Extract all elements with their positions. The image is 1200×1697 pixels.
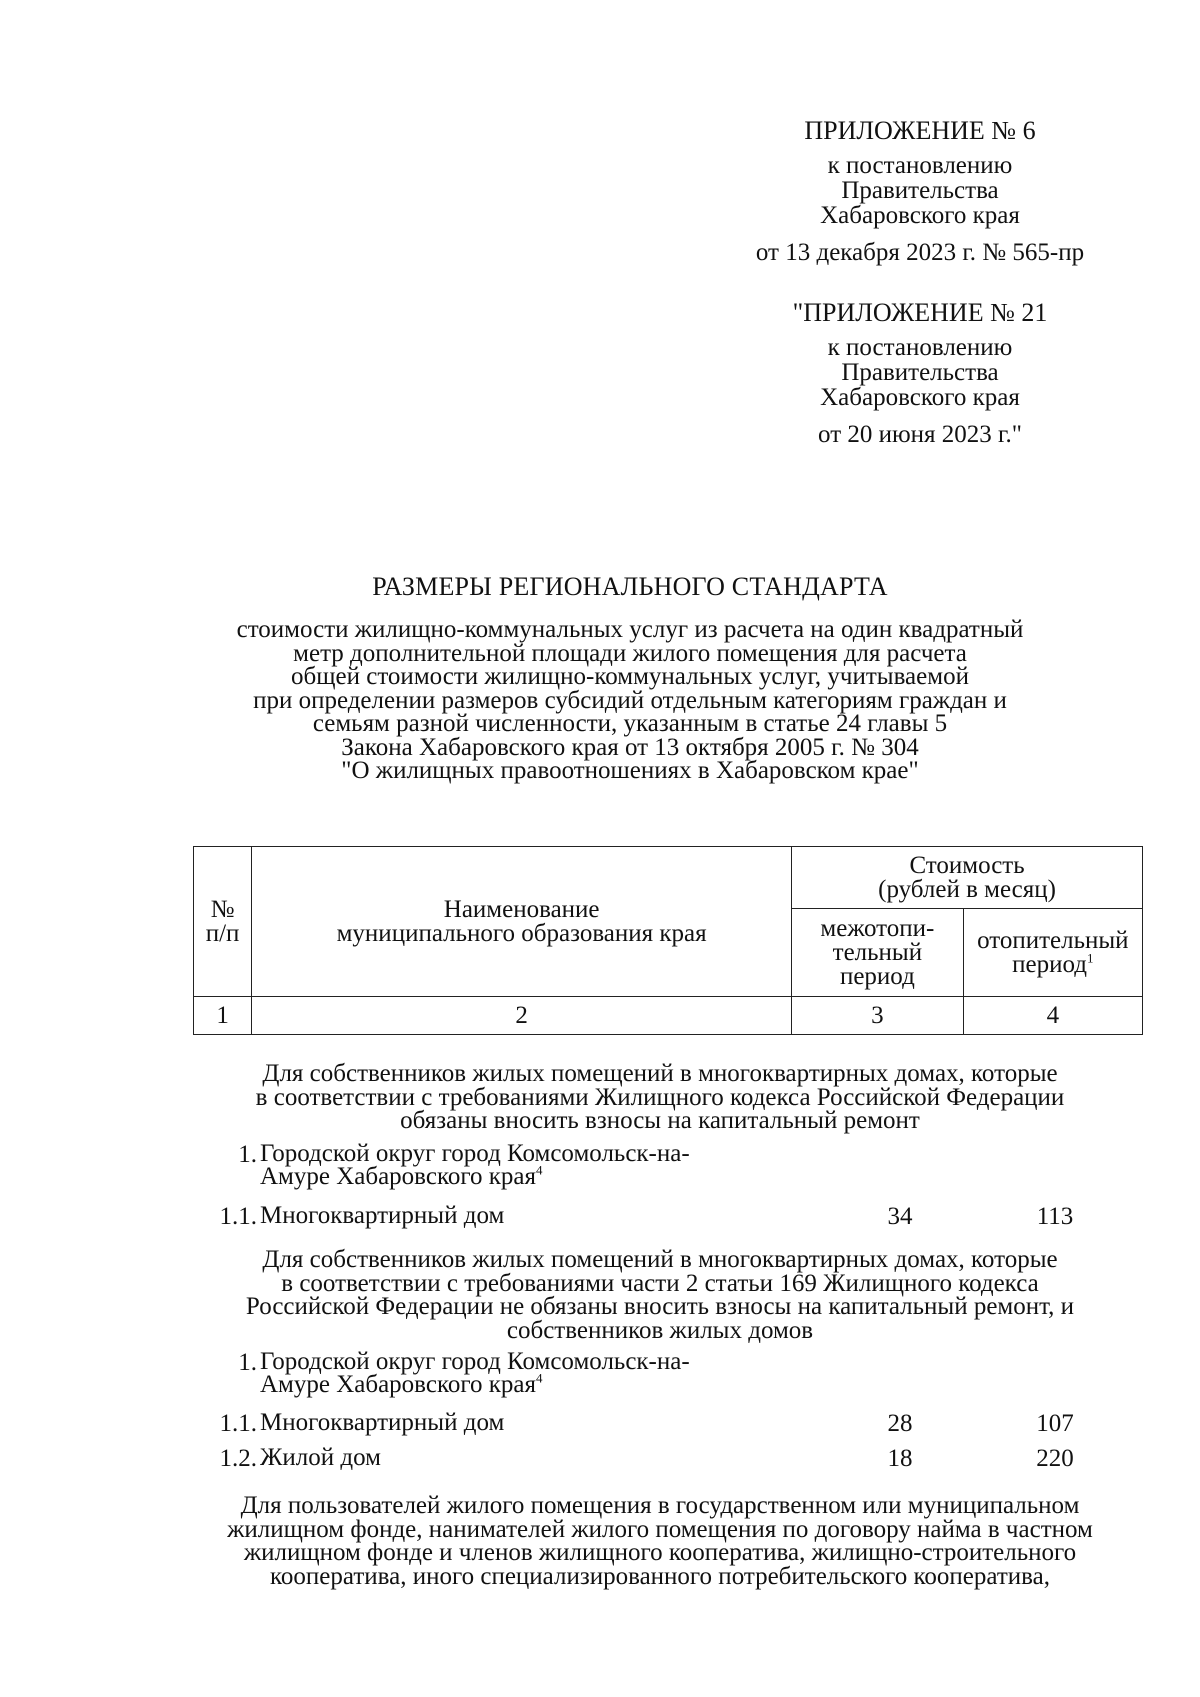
appendix-6-line: Хабаровского края xyxy=(820,202,1020,229)
row-number: 1.1. xyxy=(219,1203,257,1230)
appendix-21-line: Правительства xyxy=(841,359,999,386)
heating-value: 107 xyxy=(1036,1410,1074,1437)
appendix-6-line: к постановлению xyxy=(827,152,1013,179)
appendix-21-line: Хабаровского края xyxy=(820,384,1020,411)
appendix-6-line: Правительства xyxy=(841,177,999,204)
subtitle-line: Закона Хабаровского края от 13 октября 2005 г. № 304 xyxy=(341,733,919,761)
section-heading: Для собственников жилых помещений в многоквартирных домах, которые в соответствии с требованиями Жилищного кодекса Российской Федерации обязаны вносить взносы на капитальный ремонт xyxy=(255,1060,1065,1134)
row-name: Многоквартирный дом xyxy=(260,1409,505,1436)
header-number: № п/п xyxy=(194,847,252,997)
subtitle-line: стоимости жилищно-коммунальных услуг из расчета на один квадратный xyxy=(236,616,1024,643)
table-row xyxy=(195,1446,1095,1476)
municipality-name: Городской округ город Комсомольск-на- Амуре Хабаровского края$^4$ xyxy=(260,1348,690,1398)
header-heating-period: отопительный период$^1$ xyxy=(963,909,1142,997)
subtitle-line: "О жилищных правоотношениях в Хабаровском крае" xyxy=(341,757,919,784)
index-cell: 1 xyxy=(194,997,252,1035)
appendix-6-title: ПРИЛОЖЕНИЕ № 6 xyxy=(804,116,1036,145)
header-offseason-period: межотопи- тельный период xyxy=(792,909,964,997)
header-municipality: Наименование муниципального образования края xyxy=(252,847,792,997)
row-name: Жилой дом xyxy=(260,1444,381,1471)
heating-value: 220 xyxy=(1036,1445,1074,1472)
offseason-value: 34 xyxy=(887,1203,913,1230)
row-number: 1.2. xyxy=(219,1445,257,1472)
footnote-mark: 1 xyxy=(1086,950,1094,966)
document-title: РАЗМЕРЫ РЕГИОНАЛЬНОГО СТАНДАРТА xyxy=(372,572,888,601)
footnote-mark: 4 xyxy=(535,1370,543,1386)
header-cost: Стоимость (рублей в месяц) xyxy=(792,847,1143,909)
index-cell: 4 xyxy=(963,997,1142,1035)
row-name: Многоквартирный дом xyxy=(260,1202,505,1229)
appendix-21-title: "ПРИЛОЖЕНИЕ № 21 xyxy=(792,298,1048,327)
table-row xyxy=(195,1411,1095,1441)
index-cell: 3 xyxy=(792,997,964,1035)
cost-table-header xyxy=(193,846,1143,1035)
appendix-21-date: от 20 июня 2023 г." xyxy=(818,421,1022,448)
offseason-value: 28 xyxy=(887,1410,913,1437)
appendix-21-header xyxy=(760,300,1080,447)
index-cell: 2 xyxy=(252,997,792,1035)
appendix-6-header xyxy=(740,118,1100,265)
group-row xyxy=(195,1142,1095,1196)
municipality-name: Городской округ город Комсомольск-на- Амуре Хабаровского края$^4$ xyxy=(260,1140,690,1190)
footnote-mark: 4 xyxy=(535,1162,543,1178)
document-subtitle xyxy=(150,618,1110,783)
group-row xyxy=(195,1350,1095,1404)
subtitle-line: общей стоимости жилищно-коммунальных услуг, учитываемой xyxy=(291,663,969,690)
appendix-6-date: от 13 декабря 2023 г. № 565-пр xyxy=(755,239,1085,266)
row-number: 1. xyxy=(238,1349,257,1376)
subtitle-line: метр дополнительной площади жилого помещения для расчета xyxy=(293,639,967,667)
table-row xyxy=(195,1204,1095,1234)
subtitle-line: семьям разной численности, указанным в статье 24 главы 5 xyxy=(312,710,948,737)
offseason-value: 18 xyxy=(887,1445,913,1472)
section-heading: Для собственников жилых помещений в многоквартирных домах, которые в соответствии с требованиями части 2 статьи 169 Жилищного кодекса Российской Федерации не обязаны вносить взносы на капитальный ремонт, и собственников жилых домов xyxy=(245,1246,1075,1344)
subtitle-line: при определении размеров субсидий отдельным категориям граждан и xyxy=(253,686,1007,714)
row-number: 1.1. xyxy=(219,1410,257,1437)
heating-value: 113 xyxy=(1036,1203,1074,1230)
section-heading: Для пользователей жилого помещения в государственном или муниципальном жилищном фонде, нанимателей жилого помещения по договору найма в частном жилищном фонде и членов жилищного кооператива, жилищно-строительного кооператива, иного специализированного потребительского кооператива, xyxy=(227,1492,1093,1590)
document-title-block xyxy=(150,572,1110,783)
row-number: 1. xyxy=(238,1141,257,1168)
appendix-21-line: к постановлению xyxy=(827,334,1013,361)
